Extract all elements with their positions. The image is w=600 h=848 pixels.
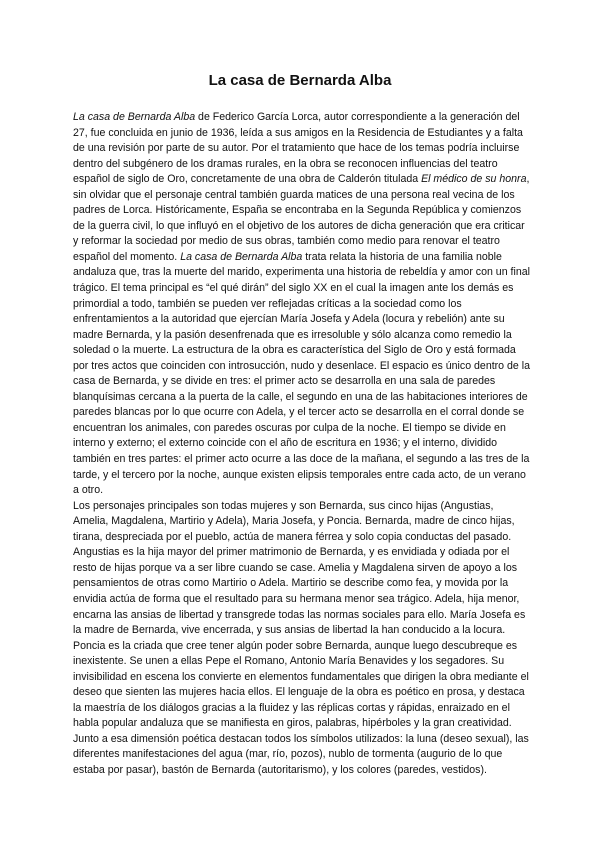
paragraph-intro-text-3: trata relata la historia de una familia noble andaluza que, tras la muerte del marido, experimenta una historia de rebeldía y amor con un final trágico. El tema principal es “el qué dirán” del siglo XX en el cual la imagen ante los demás es primordial a todo, también se pueden ver reflejadas críticas a la sociedad como los enfrentamientos a la autoridad que ejercían María Josefa y Adela (locura y rebelión) ante su madre Bernarda, y la pasión desenfrenada que es irresoluble y sólo alcanza como remedio la soledad o la muerte. La estructura de la obra es característica del Siglo de Oro y está formada por tres actos que coinciden con introsucción, nudo y desenlace. El espacio es único dentro de la casa de Bernarda, y se divide en tres: el primer acto se desarrolla en una sala de paredes blanquísimas cercana a la puerta de la calle, el segundo en una de las habitaciones interiores de paredes blancas por lo que ocurre con Adela, y el tercer acto se desarrolla en el corral donde se encuentran los animales, con paredes oscuras por culpa de la noche. El tiempo se divide en interno y externo; el externo coincide con el año de escritura en 1936; y el interno, dividido también en tres partes: el primer acto ocurre a las doce de la mañana, el segundo a las tres de la tarde, y el tercero por la noche, aunque existen elipsis temporales entre cada acto, de un verano a otro. [73, 250, 530, 497]
calderon-work-italic: El médico de su honra [421, 173, 527, 186]
paragraph-characters: Los personajes principales son todas mujeres y son Bernarda, sus cinco hijas (Angustias, Amelia, Magdalena, Martirio y Adela), Maria Josefa, y Poncia. Bernarda, madre de cinco hijas, tirana, despreciada por el pueblo, actúa de manera férrea y solo copia conductas del pasado. Angustias es la hija mayor del primer matrimonio de Bernarda, y es envidiada y odiada por el resto de hijas porque va a ser libre cuando se case. Amelia y Magdalena sirven de apoyo a los pensamientos de otras como Martirio o Adela. Martirio se describe como fea, y movida por la envidia actúa de forma que el resultado para su hermana menor sea trágico. Adela, hija menor, encarna las ansias de libertad y transgrede todas las normas sociales para ello. María Josefa es la madre de Bernarda, vive encerrada, y sus ansias de libertad la han conducido a la locura. Poncia es la criada que cree tener algún poder sobre Bernarda, aunque luego descubreque es inexistente. Se unen a ellas Pepe el Romano, Antonio María Benavides y los segadores. Su invisibilidad en escena los convierte en elementos fundamentales que dirigen la obra mediante el deseo que sienten las mujeres hacia ellos. El lenguaje de la obra es poético en prosa, y destaca la maestría de los diálogos gracias a la fluidez y las réplicas cortas y rápidas, enraizado en el habla popular andaluza que se manifiesta en giros, palabras, hipérboles y la gran creatividad. Junto a esa dimensión poética destacan todos los símbolos utilizados: la luna (deseo sexual), las diferentes manifestaciones del agua (mar, río, pozos), nublo de tormenta (augurio de lo que estaba por pasar), bastón de Bernarda (autoritarismo), y los colores (paredes, vestidos). [73, 499, 529, 776]
work-title-italic: La casa de Bernarda Alba [73, 111, 196, 123]
document-title: La casa de Bernarda Alba [208, 72, 392, 89]
document-body [73, 110, 530, 779]
paragraph-intro [73, 110, 530, 499]
paragraph-intro-text-1: de Federico García Lorca, autor correspondiente a la generación del 27, fue concluida en junio de 1936, leída a sus amigos en la Residencia de Estudiantes y a falta de una revisión por parte de su autor. Por el tratamiento que hace de los temas podría incluirse dentro del subgénero de los dramas rurales, en la obra se reconocen influencias del teatro español de siglo de Oro, concretamente de una obra de Calderón titulada [73, 111, 523, 186]
paragraph-intro-text-2: , sin olvidar que el personaje central también guarda matices de una persona real vecina de los padres de Lorca. Históricamente, España se encontraba en la Segunda República y comienzos de la guerra civil, lo que influyó en el objetivo de los autores de dicha generación que era criticar y reformar la sociedad por medio de sus obras, también como medio para renovar el teatro español del momento. [73, 173, 530, 263]
work-title-italic-2: La casa de Bernarda Alba [180, 250, 303, 263]
